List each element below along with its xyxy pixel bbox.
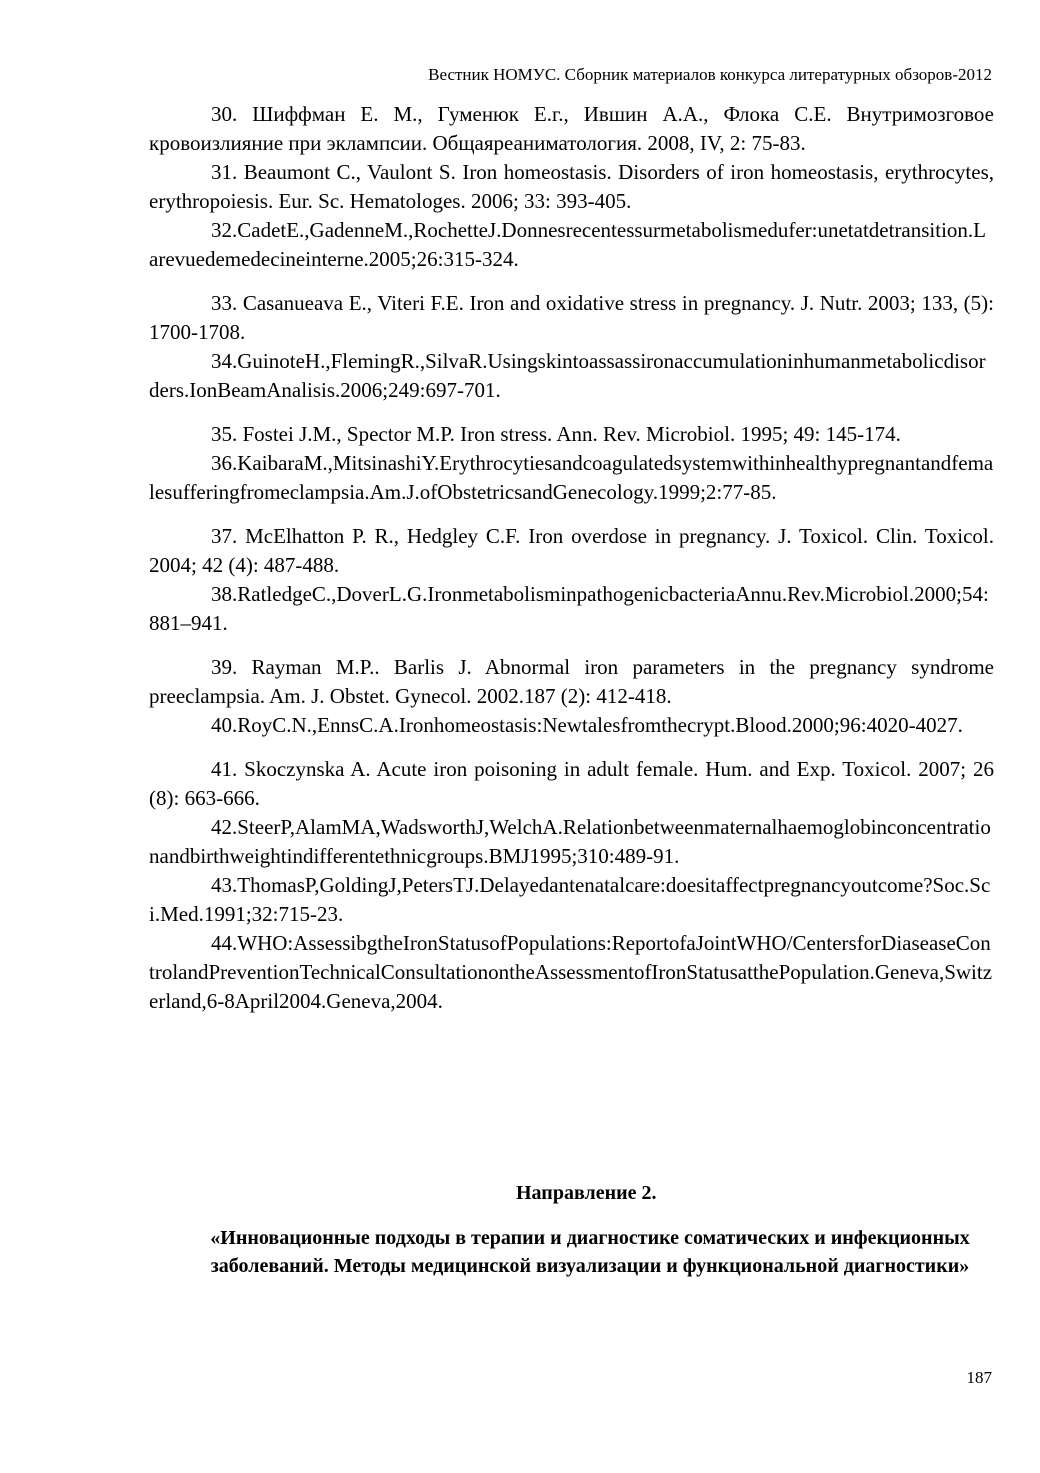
reference-item: 38.RatledgeC.,DoverL.G.IronmetabolisminpathogenicbacteriaAnnu.Rev.Microbiol.2000;54:881–941.	[149, 582, 989, 635]
reference-item: 33. Casanueava E., Viteri F.E. Iron and oxidative stress in pregnancy. J. Nutr. 2003; 133, (5): 1700-1708.	[149, 291, 994, 344]
section-title: «Инновационные подходы в терапии и диагностике соматических и инфекционных заболеваний. Методы медицинской визуализации и функциональной диагностики»	[210, 1227, 970, 1277]
reference-list	[149, 100, 994, 1016]
page-number: 187	[966, 1368, 992, 1387]
reference-item: 34.GuinoteH.,FlemingR.,SilvaR.Usingskintoassassironaccumulationinhumanmetabolicdisorders.IonBeamAnalisis.2006;249:697-701.	[149, 349, 986, 402]
reference-item: 41. Skoczynska A. Acute iron poisoning in adult female. Hum. and Exp. Toxicol. 2007; 26 (8): 663-666.	[149, 757, 994, 810]
running-header: Вестник НОМУС. Сборник материалов конкурса литературных обзоров-2012	[428, 65, 992, 84]
reference-item: 36.KaibaraM.,MitsinashiY.Erythrocytiesandcoagulatedsystemwithinhealthypregnantandfemalesufferingfromeclampsia.Am.J.ofObstetricsandGenecology.1999;2:77-85.	[149, 451, 994, 504]
reference-item: 32.CadetE.,GadenneM.,RochetteJ.Donnesrecentessurmetabolismedufer:unetatdetransition.Larevuedemedecineinterne.2005;26:315-324.	[149, 218, 987, 271]
reference-item: 42.SteerP,AlamMA,WadsworthJ,WelchA.Relationbetweenmaternalhaemoglobinconcentrationandbirthweightindifferentethnicgroups.BMJ1995;310:489-91.	[149, 815, 991, 868]
section-heading: Направление 2.	[516, 1182, 657, 1204]
reference-item: 30. Шиффман Е. М., Гуменюк Е.г., Ившин А.А., Флока С.Е. Внутримозговое кровоизлияние при эклампсии. Общаяреаниматология. 2008, IV, 2: 75-83.	[149, 102, 994, 155]
reference-item: 40.RoyC.N.,EnnsC.A.Ironhomeostasis:Newtalesfromthecrypt.Blood.2000;96:4020-4027.	[211, 713, 963, 737]
reference-item: 44.WHO:AssessibgtheIronStatusofPopulations:ReportofaJointWHO/CentersforDiaseaseControlandPreventionTechnicalConsultationontheAssessmentofIronStatusatthePopulation.Geneva,Switzerland,6-8April2004.Geneva,2004.	[149, 931, 993, 1013]
reference-item: 35. Fostei J.M., Spector M.P. Iron stress. Ann. Rev. Microbiol. 1995; 49: 145-174.	[211, 422, 901, 446]
reference-item: 31. Beaumont C., Vaulont S. Iron homeostasis. Disorders of iron homeostasis, erythrocytes, erythropoiesis. Eur. Sc. Hematologes. 2006; 33: 393-405.	[149, 160, 994, 213]
reference-item: 37. McElhatton P. R., Hedgley C.F. Iron overdose in pregnancy. J. Toxicol. Clin. Toxicol. 2004; 42 (4): 487-488.	[149, 524, 994, 577]
reference-item: 39. Rayman M.P.. Barlis J. Abnormal iron parameters in the pregnancy syndrome preeclampsia. Am. J. Obstet. Gynecol. 2002.187 (2): 412-418.	[149, 655, 994, 708]
reference-item: 43.ThomasP,GoldingJ,PetersTJ.Delayedantenatalcare:doesitaffectpregnancyoutcome?Soc.Sci.Med.1991;32:715-23.	[149, 873, 991, 926]
